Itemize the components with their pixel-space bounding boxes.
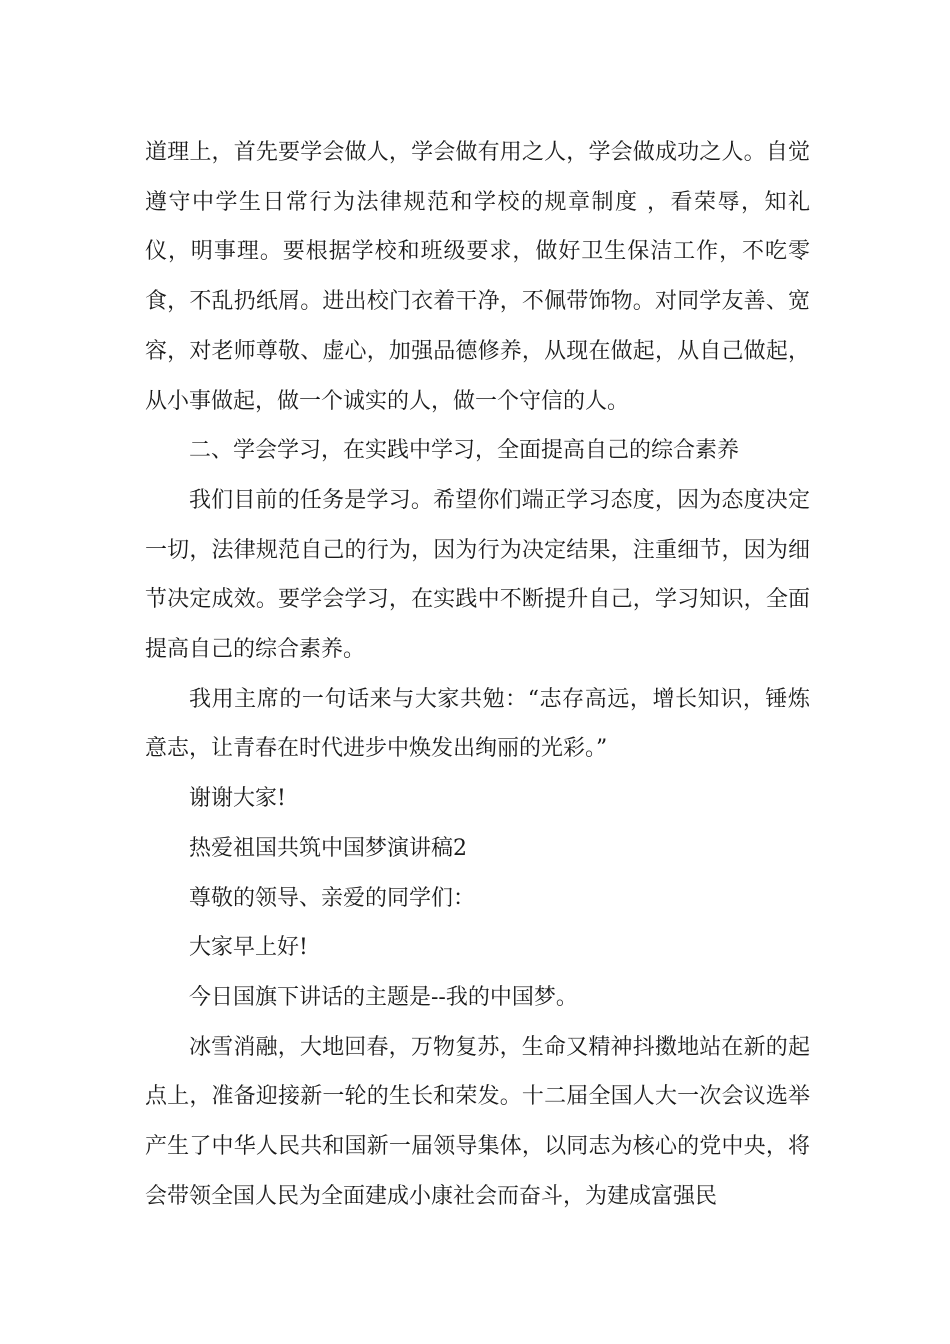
section-heading-learn: 二、学会学习，在实践中学习，全面提高自己的综合素养 [189, 438, 740, 464]
paragraph-continuation: 道理上，首先要学会做人，学会做有用之人，学会做成功之人。自觉遵守中学生日常行为法律规范和学校的规章制度 ，看荣辱，知礼仪，明事理。要根据学校和班级要求，做好卫生保洁工作，不吃零食，不乱扔纸屑。进出校门衣着干净，不佩带饰物。对同学友善、宽容，对老师尊敬、虚心，加强品德修养，从现在做起，从自己做起，从小事做起，做一个诚实的人，做一个守信的人。 [145, 140, 810, 414]
greeting: 大家早上好! [189, 935, 308, 961]
paragraph-quote: 我用主席的一句话来与大家共勉：“志存高远，增长知识，锤炼意志，让青春在时代进步中焕发出绚丽的光彩。” [145, 686, 810, 762]
speech-title: 热爱祖国共筑中国梦演讲稿2 [189, 835, 467, 861]
salutation: 尊敬的领导、亲爱的同学们： [189, 885, 476, 911]
document-body [145, 128, 810, 1221]
speech-topic: 今日国旗下讲话的主题是--我的中国梦。 [189, 984, 578, 1010]
paragraph-thanks: 谢谢大家! [189, 786, 286, 812]
paragraph-study-task: 我们目前的任务是学习。希望你们端正学习态度，因为态度决定一切，法律规范自己的行为，因为行为决定结果，注重细节，因为细节决定成效。要学会学习，在实践中不断提升自己，学习知识，全面提高自己的综合素养。 [145, 487, 810, 663]
paragraph-spring: 冰雪消融，大地回春，万物复苏，生命又精神抖擞地站在新的起点上，准备迎接新一轮的生长和荣发。十二届全国人大一次会议选举产生了中华人民共和国新一届领导集体，以同志为核心的党中央，将会带领全国人民为全面建成小康社会而奋斗，为建成富强民 [145, 1034, 810, 1209]
